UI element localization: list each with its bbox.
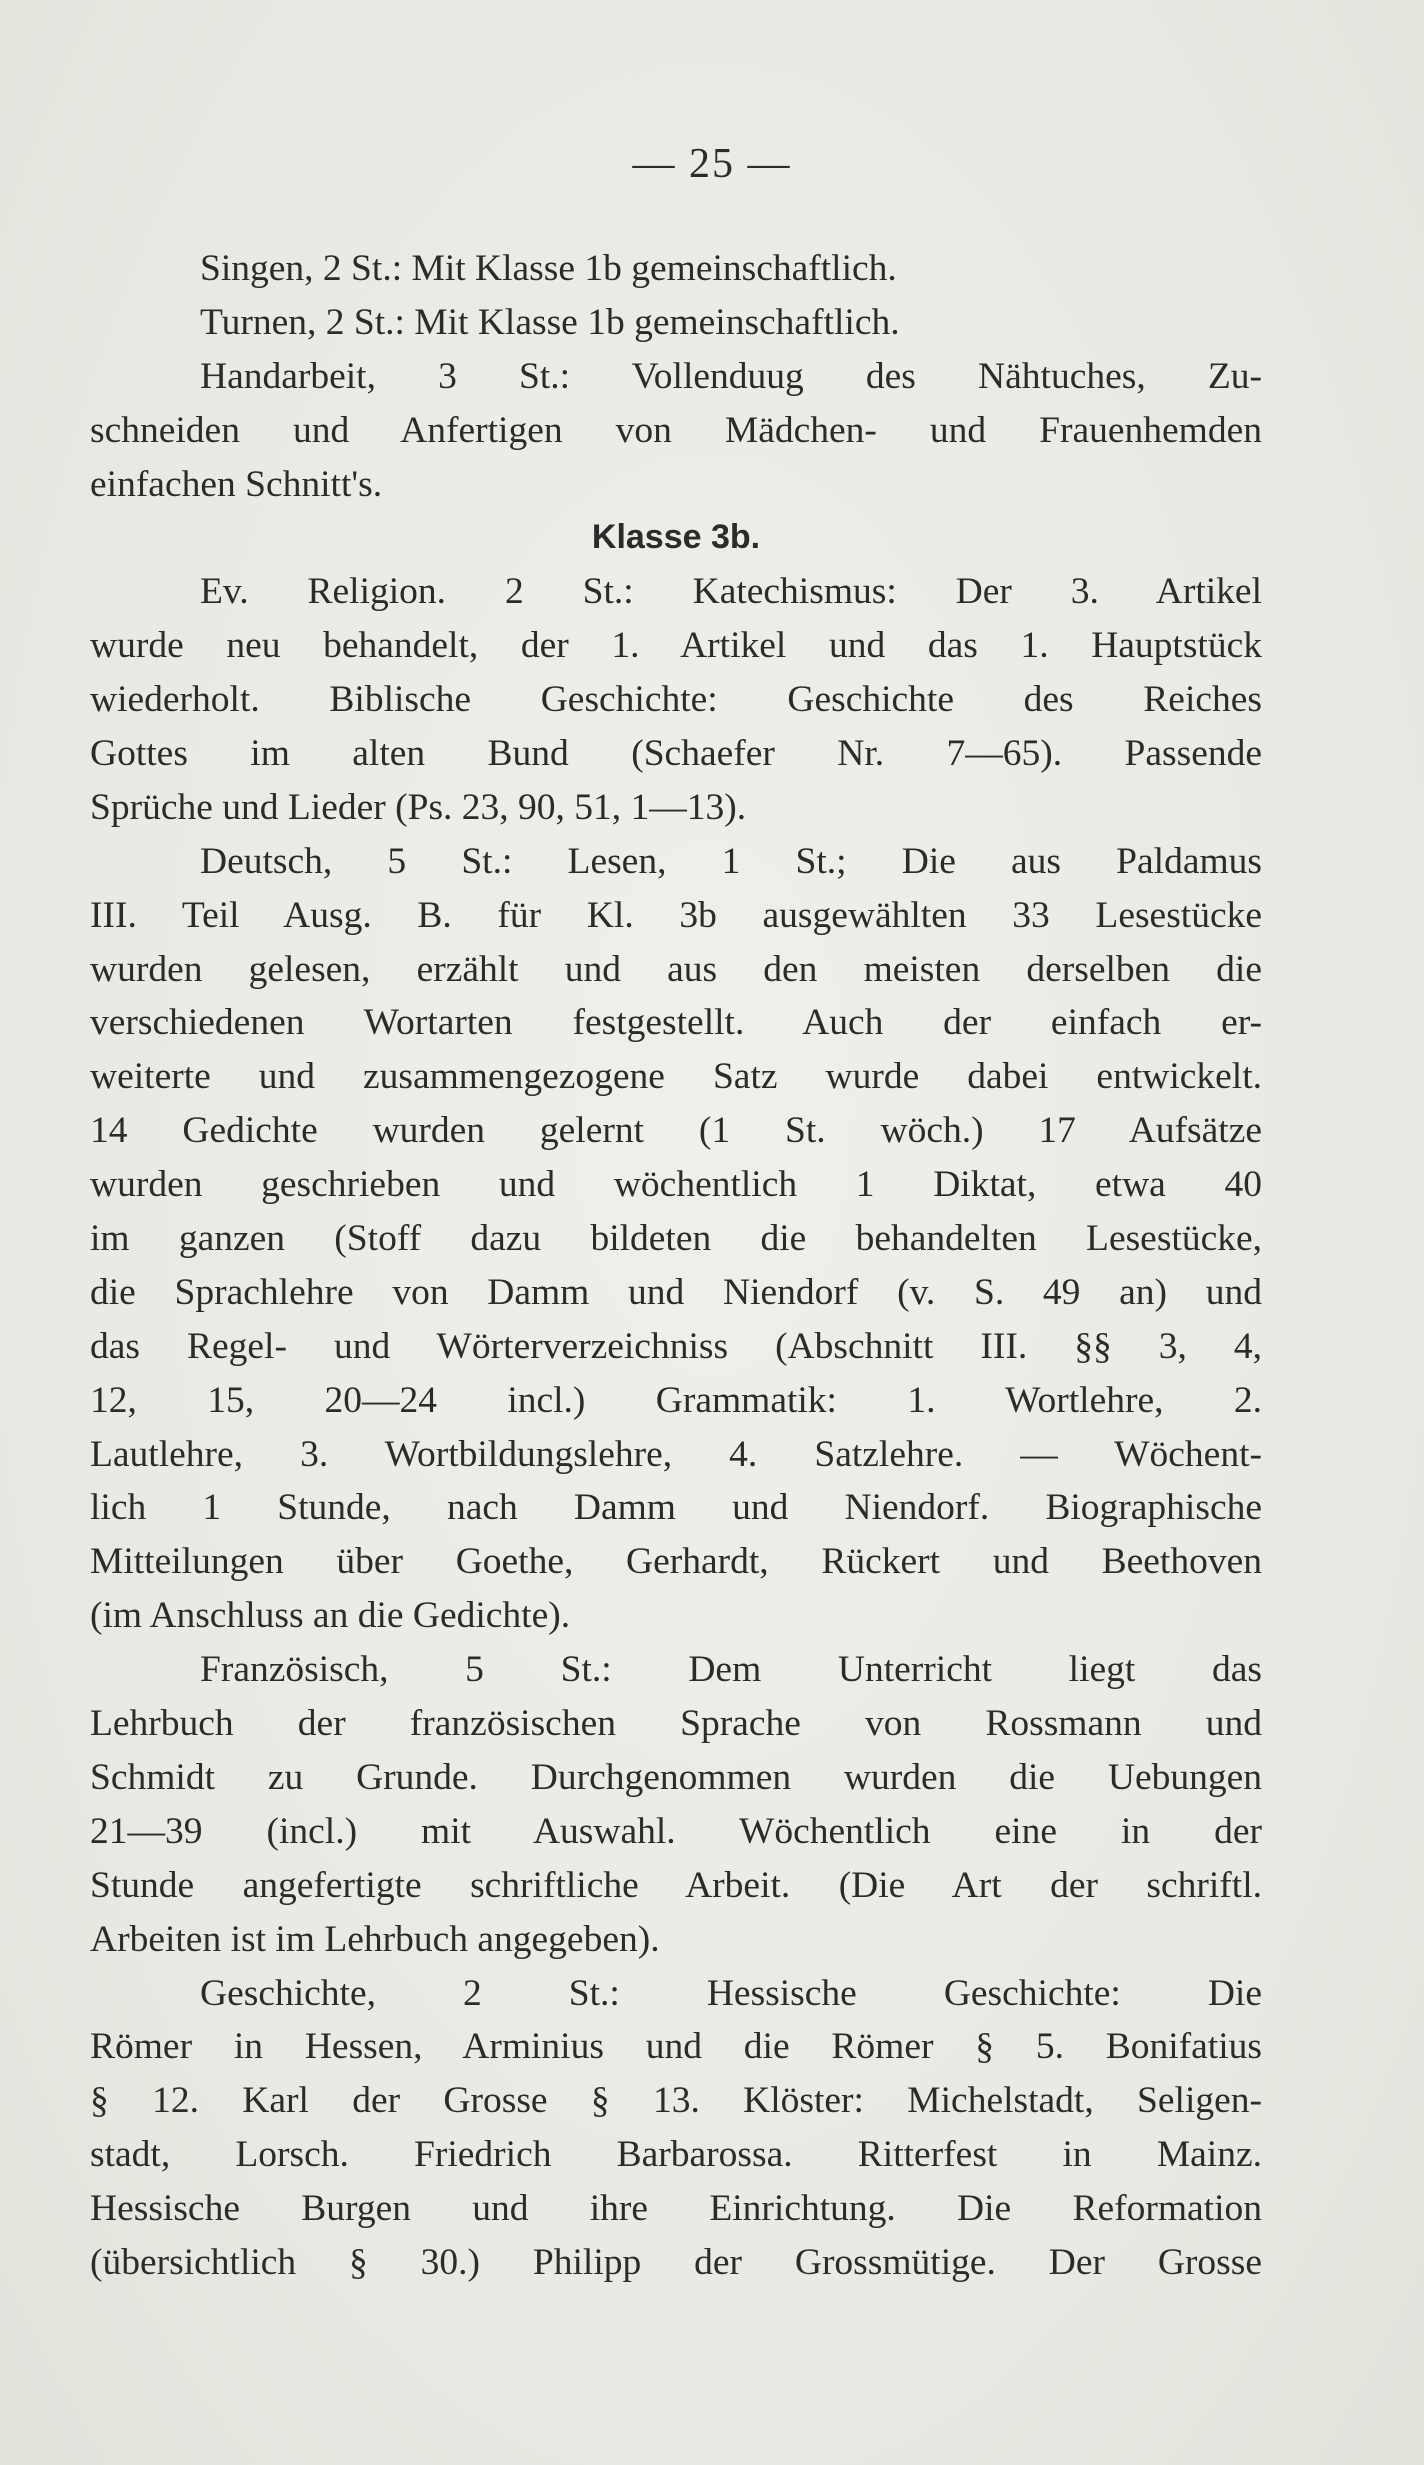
text-line-deutsch: Deutsch, 5 St.: Lesen, 1 St.; Die aus Paldamus — [200, 840, 1262, 882]
text-line: Lehrbuch der französischen Sprache von Rossmann und — [90, 1703, 1262, 1745]
text-line: Gottes im alten Bund (Schaefer Nr. 7—65). Passende — [90, 733, 1262, 775]
text-line: wiederholt. Biblische Geschichte: Geschichte des Reiches — [90, 679, 1262, 721]
text-line: Sprüche und Lieder (Ps. 23, 90, 51, 1—13). — [90, 786, 747, 828]
text-line: Arbeiten ist im Lehrbuch angegeben). — [90, 1918, 660, 1960]
text-line: wurde neu behandelt, der 1. Artikel und das 1. Hauptstück — [90, 625, 1262, 667]
text-line-singen: Singen, 2 St.: Mit Klasse 1b gemeinschaftlich. — [200, 248, 897, 289]
text-line: (im Anschluss an die Gedichte). — [90, 1595, 571, 1637]
text-line: Hessische Burgen und ihre Einrichtung. Die Reformation — [90, 2188, 1262, 2230]
text-line: schneiden und Anfertigen von Mädchen- und Frauenhemden — [90, 409, 1262, 451]
text-line: Stunde angefertigte schriftliche Arbeit. (Die Art der schriftl. — [90, 1864, 1262, 1906]
text-line: Mitteilungen über Goethe, Gerhardt, Rückert und Beethoven — [90, 1541, 1262, 1583]
section-heading-klasse-3b: Klasse 3b. — [591, 518, 761, 557]
text-line-turnen: Turnen, 2 St.: Mit Klasse 1b gemeinschaftlich. — [200, 301, 900, 343]
text-line: Lautlehre, 3. Wortbildungslehre, 4. Satzlehre. — Wöchent- — [90, 1433, 1262, 1475]
text-line-geschichte: Geschichte, 2 St.: Hessische Geschichte: Die — [200, 1972, 1262, 2014]
text-line: 14 Gedichte wurden gelernt (1 St. wöch.) 17 Aufsätze — [90, 1110, 1262, 1152]
text-line: stadt, Lorsch. Friedrich Barbarossa. Ritterfest in Mainz. — [90, 2134, 1262, 2176]
page-number: — 25 — — [632, 141, 792, 187]
text-line-franzoesisch: Französisch, 5 St.: Dem Unterricht liegt das — [200, 1649, 1262, 1691]
body-text — [90, 242, 1262, 2290]
text-line: Römer in Hessen, Arminius und die Römer § 5. Bonifatius — [90, 2026, 1262, 2068]
text-line: 12, 15, 20—24 incl.) Grammatik: 1. Wortlehre, 2. — [90, 1379, 1262, 1421]
text-line: das Regel- und Wörterverzeichniss (Abschnitt III. §§ 3, 4, — [90, 1325, 1262, 1367]
text-line: Schmidt zu Grunde. Durchgenommen wurden die Uebungen — [90, 1756, 1262, 1798]
text-line: einfachen Schnitt's. — [90, 463, 383, 505]
text-line: lich 1 Stunde, nach Damm und Niendorf. Biographische — [90, 1487, 1262, 1529]
text-line: die Sprachlehre von Damm und Niendorf (v. S. 49 an) und — [90, 1271, 1262, 1313]
text-line: weiterte und zusammengezogene Satz wurde dabei entwickelt. — [90, 1056, 1262, 1098]
text-line: im ganzen (Stoff dazu bildeten die behandelten Lesestücke, — [90, 1218, 1262, 1260]
text-line-religion: Ev. Religion. 2 St.: Katechismus: Der 3. Artikel — [200, 571, 1262, 613]
text-line-handarbeit: Handarbeit, 3 St.: Vollenduug des Nähtuches, Zu- — [200, 355, 1262, 397]
text-line: wurden gelesen, erzählt und aus den meisten derselben die — [90, 948, 1262, 990]
text-line: (übersichtlich § 30.) Philipp der Grossmütige. Der Grosse — [90, 2241, 1262, 2283]
text-line: III. Teil Ausg. B. für Kl. 3b ausgewählten 33 Lesestücke — [90, 894, 1262, 936]
text-line: § 12. Karl der Grosse § 13. Klöster: Michelstadt, Seligen- — [90, 2080, 1262, 2122]
text-line: 21—39 (incl.) mit Auswahl. Wöchentlich eine in der — [90, 1810, 1262, 1852]
text-line: verschiedenen Wortarten festgestellt. Auch der einfach er- — [90, 1002, 1262, 1044]
text-line: wurden geschrieben und wöchentlich 1 Diktat, etwa 40 — [90, 1164, 1262, 1206]
